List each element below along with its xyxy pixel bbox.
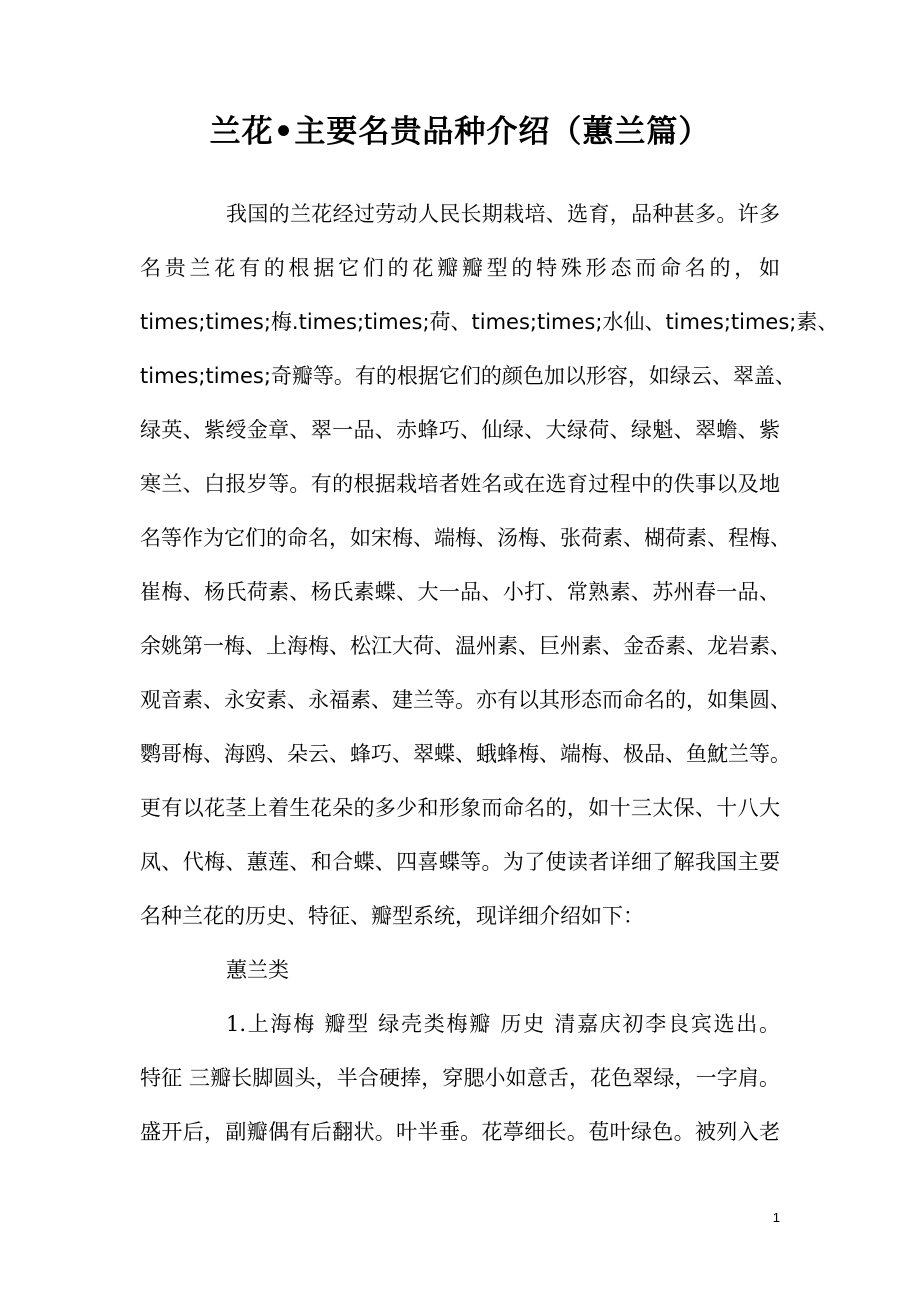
document-title: 兰花•主要名贵品种介绍（蕙兰篇） [209,114,711,150]
paragraph-line: 特征 三瓣长脚圆头，半合硬捧，穿腮小如意舌，花色翠绿，一字肩。 [140,1066,780,1090]
paragraph-line: times;times;奇瓣等。有的根据它们的颜色加以形容，如绿云、翠盖、 [140,364,796,388]
paragraph-line: 1.上海梅 瓣型 绿壳类梅瓣 历史 清嘉庆初李良宾选出。 [226,1012,780,1036]
paragraph-line: 凤、代梅、蕙莲、和合蝶、四喜蝶等。为了使读者详细了解我国主要 [140,850,780,874]
paragraph-line: 寒兰、白报岁等。有的根据栽培者姓名或在选育过程中的佚事以及地 [140,472,780,496]
paragraph-line: times;times;梅.times;times;荷、times;times;水仙、times;times;素、 [140,310,839,334]
paragraph-line: 绿英、紫绶金章、翠一品、赤蜂巧、仙绿、大绿荷、绿魁、翠蟾、紫 [140,418,780,442]
paragraph-line: 崔梅、杨氏荷素、杨氏素蝶、大一品、小打、常熟素、苏州春一品、 [140,580,780,604]
paragraph-line: 盛开后，副瓣偶有后翻状。叶半垂。花葶细长。苞叶绿色。被列入老 [140,1120,780,1144]
paragraph-line: 名贵兰花有的根据它们的花瓣瓣型的特殊形态而命名的，如 [140,256,780,280]
paragraph-line: 更有以花茎上着生花朵的多少和形象而命名的，如十三太保、十八大 [140,796,780,820]
paragraph-line: 名种兰花的历史、特征、瓣型系统，现详细介绍如下： [140,904,644,928]
section-heading: 蕙兰类 [226,958,289,982]
paragraph-line: 鹦哥梅、海鸥、朵云、蜂巧、翠蝶、蛾蜂梅、端梅、极品、鱼魫兰等。 [140,742,791,766]
paragraph-line: 余姚第一梅、上海梅、松江大荷、温州素、巨州素、金岙素、龙岩素、 [140,634,791,658]
paragraph-line: 观音素、永安素、永福素、建兰等。亦有以其形态而命名的，如集圆、 [140,688,791,712]
paragraph-line: 名等作为它们的命名，如宋梅、端梅、汤梅、张荷素、楜荷素、程梅、 [140,526,791,550]
page-number: 1 [772,1210,780,1225]
paragraph-line: 我国的兰花经过劳动人民长期栽培、选育，品种甚多。许多 [226,202,780,226]
